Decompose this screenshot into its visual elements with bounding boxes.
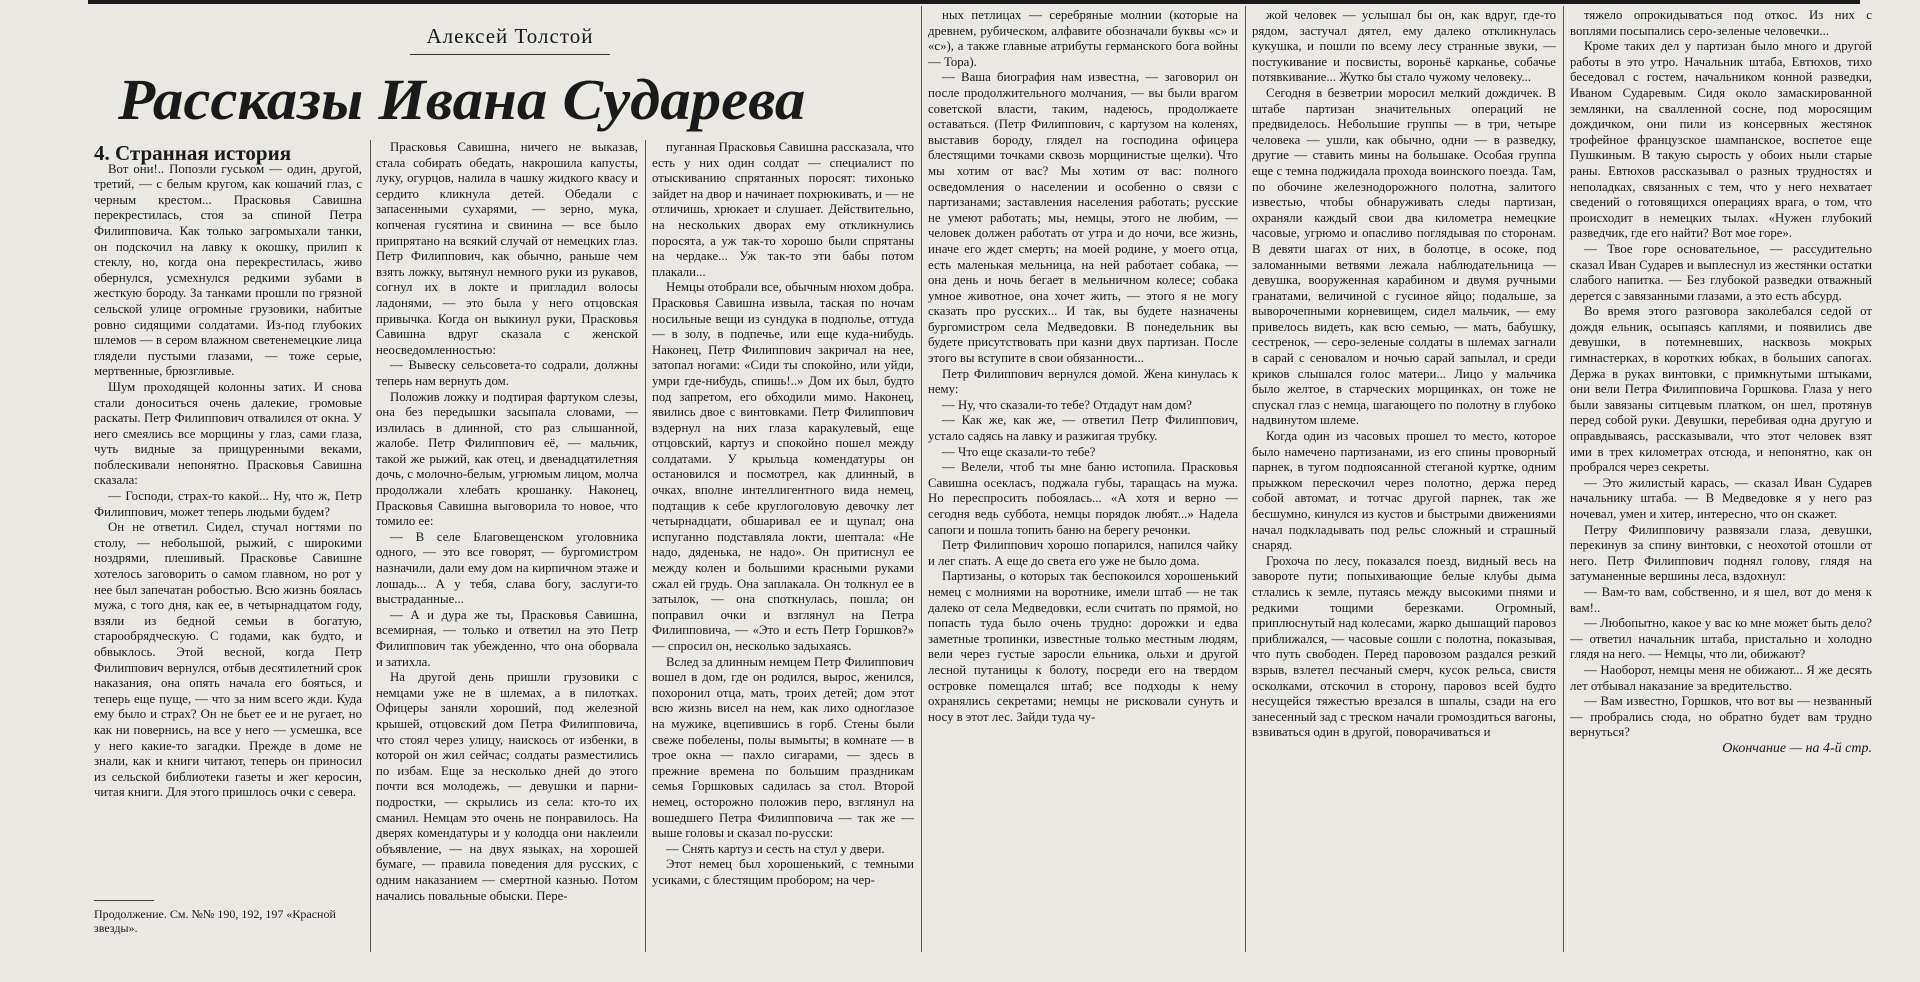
paragraph: — Как же, как же, — ответил Петр Филиппович, устало садясь на лавку и разжигая трубку. xyxy=(928,413,1238,444)
paragraph: Петр Филиппович хорошо попарился, напился чайку и лег спать. А еще до света его уже не было дома. xyxy=(928,538,1238,568)
author-name: Алексей Толстой xyxy=(426,24,594,48)
paragraph: — Ваша биография нам известна, — заговорил он после продолжительного молчания, — вы были врагом советской власти, таким, надеюсь, продолжаете оставаться. (Петр Филиппович, с картузом на коленях, выставив бороду, глядел на господина офицера блестящими точками сквозь морщинистые щелки). Что мы хотим от вас? Мы хотим от вас: полного осведомления о населении и особенно о связи с партизанами; заставления населения работать; русские не умеют работать; мы, немцы, этого не любим, — человек должен работать от утра и до ночи, все жизнь, иначе его ждет смерть; на моей родине, у моего отца, есть маленькая мельница, на ней работает собака, — она день и ночь бегает в мельничном колесе; собака умное животное, она хочет жить, — этого я не могу сказать про русских... И так, вы будете назначены бургомистром села Медведовки. В понедельник вы будете присутствовать при казни двух партизан. После этого вы вступите в свои обязанности... xyxy=(928,70,1238,366)
continuation-note: Окончание — на 4-й стр. xyxy=(1722,740,1872,756)
author-underline xyxy=(410,54,610,55)
paragraph: — Господи, страх-то какой... Ну, что ж, Петр Филиппович, может теперь людьми будем? xyxy=(94,489,362,519)
column-rule xyxy=(1563,6,1564,952)
paragraph: — А и дура же ты, Прасковья Савишна, всемирная, — только и ответил на это Петр Филиппович так убежденно, что она оборвала и затихла. xyxy=(376,607,638,669)
text-column-5 xyxy=(1252,8,1556,976)
paragraph: Партизаны, о которых так беспокоился хорошенький немец с молниями на воротнике, имели штаб — не так далеко от села Медведовки, если считать по прямой, но попасть туда было очень трудно: дорожки и едва заметные тропинки, известные только местным людям, вели через густые заросли ельника, ольхи и другой лесной путаницы к болоту, посреди его на твердом островке помещался штаб; все подходы к нему охранялись секретами; немцы не рисковали сунуть и носу в этот лес. Зайди туда чу- xyxy=(928,569,1238,724)
paragraph: Во время этого разговора заколебался седой от дождя ельник, осыпаясь каплями, и появились две девушки, в потемневших, насквозь мокрых гимнастерках, в коротких юбках, в больших сапогах. Держа в руках винтовки, с примкнутыми штыками, они вели Петра Филипповича Горшкова. Глаза у него были завязаны ситцевым платком, он шел, протянув перед собой руки. Девушки, перебивая одна другую и оправдываясь, рассказывали, что этот человек взят ими в трех километрах отсюда, и непонятно, как он пробрался через секреты. xyxy=(1570,304,1872,475)
paragraph: жой человек — услышал бы он, как вдруг, где-то рядом, застучал дятел, ему далеко откликнулась кукушка, и пошли по всему лесу странные звуки, — постукивание и посвисты, вороньё карканье, собачье потявкивание... Жутко бы стало чужому человеку... xyxy=(1252,8,1556,85)
paragraph: Этот немец был хорошенький, с темными усиками, с блестящим пробором; на чер- xyxy=(652,857,914,887)
paragraph: пуганная Прасковья Савишна рассказала, что есть у них один солдат — специалист по отыскиванию спрятанных поросят: тихонько зайдет на двор и начинает похрюкивать, и — не отличишь, хрюкает и слушает. Действительно, на нескольких дворах ему откликнулись поросята, а уж так-то хорошо были спрятаны на чердаке... Уж так-то эти бабы потом плакали... xyxy=(652,140,914,279)
paragraph: ных петлицах — серебряные молнии (которые на древнем, рубическом, алфавите обозначали буквы «с» и «с»), а также главные атрибуты германского бога войны — Тора). xyxy=(928,8,1238,69)
paragraph: Петр Филиппович вернулся домой. Жена кинулась к нему: xyxy=(928,366,1238,397)
paragraph: — Ну, что сказали-то тебе? Отдадут нам дом? xyxy=(942,397,1192,412)
column-rule xyxy=(370,140,371,952)
text-column-6 xyxy=(1570,8,1872,976)
text-column-4 xyxy=(928,8,1238,976)
paragraph: — В селе Благовещенском уголовника одного, — это все говорят, — бургомистром назначили, дали ему дом на кирпичном этаже и лошадь... А у тебя, слава богу, заслуги-то выстраданные... xyxy=(376,529,638,607)
paragraph: Вот они!.. Попозли гуськом — один, другой, третий, — с белым кругом, как кошачий глаз, с черным крестом... Прасковья Савишна перекрестилась, стоя за спиной Петра Филипповича. Как только загромыхали танки, он подскочил на лавку к окошку, прилип к стеклу, но, когда она перекрестилась, живо обернулся, усмехнулся редкими зубами в жесткую бороду. За танками прошли по грязной сельской улице огромные грузовики, набитые ровно сидящими солдатами. Из-под глубоких шлемов — в сером влажном светенемецкие лица глядели пустыми глазами, — тоже серые, мертвенные, брюзгливые. xyxy=(94,161,362,379)
column-rule xyxy=(921,6,922,952)
chapter-heading: 4. Странная история xyxy=(94,146,292,165)
article-title: Рассказы Ивана Сударева xyxy=(118,67,806,132)
paragraph: — Любопытно, какое у вас ко мне может быть дело? — ответил начальник штаба, пристально и холодно глядя на него. — Немцы, что ли, обижают? xyxy=(1570,616,1872,662)
paragraph: — Вам-то вам, собственно, и я шел, вот до меня к вам!.. xyxy=(1570,584,1872,615)
column-rule xyxy=(645,140,646,952)
paragraph: Петру Филипповичу развязали глаза, девушки, перекинув за спину винтовки, с неохотой отошли от него. Петр Филиппович поднял голову, глядя на затуманенные вершины леса, вздохнул: xyxy=(1570,522,1872,584)
paragraph: — Это жилистый карась, — сказал Иван Сударев начальнику штаба. — В Медведовке я у него раз ночевал, умен и хитер, интересно, что он скажет. xyxy=(1570,475,1872,521)
paragraph: тяжело опрокидываться под откос. Из них с воплями посыпались серо-зеленые человечки... xyxy=(1570,8,1872,38)
footnote-rule xyxy=(94,900,154,901)
text-column-3 xyxy=(652,140,914,978)
paragraph: Сегодня в безветрии моросил мелкий дождичек. В штабе партизан значительных операций не предвиделось. Небольшие группы — в три, четыре человека — ушли, как обычно, одни — в разведку, другие — ставить мины на большаке. Особая группа еще с темна поджидала прохода воинского поезда. Там, по обочине железнодорожного полотна, залитого известью, чтобы обнаруживать следы партизан, охраняли каждый свои два километра немецкие часовые, угрюмо и опасливо поглядывая по сторонам. В девяти шагах от них, в болотце, в осоке, под заломанными ветвями лежала наблюдательница — девушка, вооруженная карабином и двумя ручными гранатами, величиной с гусиное яйцо; подальше, за выворочепными корневищем, сидел мальчик, — ему привелось видеть, как всю семью, — мать, бабушку, сестренок, — серо-зеленые солдаты в шлемах загнали в сарай с сеновалом и ночью сарай запылал, и среди криков слышался голос матери... Лицо у мальчика было желтое, в старческих морщинках, он тоже не спускал глаз с немца, шагающего по полотну в глубоко надвинутом шлеме. xyxy=(1252,85,1556,428)
paragraph: — Вывеску сельсовета-то содрали, должны теперь нам вернуть дом. xyxy=(376,358,638,388)
paragraph: — Наоборот, немцы меня не обижают... Я же десять лет отбывал наказание за вредительство. xyxy=(1570,662,1872,693)
footnote: Продолжение. См. №№ 190, 192, 197 «Красной звезды». xyxy=(94,907,336,935)
paragraph: Шум проходящей колонны затих. И снова стали доноситься очень далекие, громовые раскаты. Петр Филиппович отвалился от окна. У него смеялись все морщины у глаз, сами глаза, чуть видные за прищуренными веками, поблескивали непонятно. Прасковья Савишна сказала: xyxy=(94,379,362,488)
text-column-1 xyxy=(94,146,362,971)
paragraph: — Твое горе основательное, — рассудительно сказал Иван Сударев и выплеснул из жестянки остатки слабого напитка. — Без глубокой разведки отважный дерется с завязанными глазами, а это есть абсурд. xyxy=(1570,241,1872,303)
paragraph: — Вам известно, Горшков, что вот вы — незванный — пробрались сюда, но обратно будет вам трудно вернуться? xyxy=(1570,694,1872,740)
paragraph: — Снять картуз и сесть на стул у двери. xyxy=(666,841,885,856)
paragraph: Положив ложку и подтирая фартуком слезы, она без передышки засыпала словами, — излилась в длинной, сто раз слышанной, жалобе. Петр Филиппович её, — мальчик, такой же рыжий, как отец, и двенадцатилетняя дочь, с молочно-белым, угрюмым лицом, молча продолжали хлебать крошанку. Наконец, Прасковья Савишна выговорила то новое, что томило ее: xyxy=(376,389,638,529)
paragraph: Грохоча по лесу, показался поезд, видный весь на завороте пути; попыхивающие белые клубы дыма стлались к земле, путаясь между высокими пнями и редкими тощими березками. Огромный, приплюснутый над колесами, жарко дышащий паровоз приближался, — часовые сошли с полотна, показывая, что путь свободен. Перед паровозом раздался резкий взрыв, взлетел песчаный смерч, кусок рельса, свистя осколками, отскочил в сторону, паровоз всей будто несущейся тяжестью врезался в шпалы, сзади на его занесенный зад с треском начали громоздиться вагоны, взвиваться один в другой, поворачиваться и xyxy=(1252,553,1556,740)
paragraph: Он не ответил. Сидел, стучал ногтями по столу, — небольшой, рыжий, с широкими ноздрями, плешивый. Прасковье Савишне хотелось заговорить о самом главном, но рот у нее был запечатан робостью. Всю жизнь боялась мужа, с того дня, как ее, в четырнадцатом году, взяли из бедной семьи в богатую, старообрядческую. С годами, как будто, и обвыклось. Этой весной, когда Петр Филиппович вернулся, отбыв десятилетний срок наказания, она опять начала его бояться, и теперь еще пуще, — что за ним всего жди. Куда ему было и страх? Он не бьет ее и не ругает, но как ни повернись, на все у него — усмешка, все у него какие-то загадки. Прежде в доме не знали, как и книги читают, теперь он приносил из сельской библиотеки газеты и жег керосин, читая книги. Для этого пришлось очки с севера. xyxy=(94,520,362,800)
paragraph: На другой день пришли грузовики с немцами уже не в шлемах, а в пилотках. Офицеры заняли хороший, под железной крышей, отцовский дом Петра Филипповича, что стоял через улицу, наискось от избенки, в которой он жил сейчас; солдаты разместились по избам. Еще за несколько дней до этого почти вся молодежь, — девушки и парни-подростки, — скрылись из села: кто-то их сманил. Немцам это очень не понравилось. На дверях комендатуры и у колодца они наклеили объявление, — на двух языках, на хорошей бумаге, — правила поведения для русских, с одним наказанием — смертной казнью. Потом начались повальные обыски. Пере- xyxy=(376,670,638,903)
text-column-2 xyxy=(376,140,638,978)
paragraph: Вслед за длинным немцем Петр Филиппович вошел в дом, где он родился, вырос, женился, похоронил отца, мать, троих детей; дом этот всю жизнь висел на нем, как лихо одноглазое на мужике, вцепившись в горб. Стены были свеже побелены, полы вымыты; в комнате — в трое окна — пахло сигарами, — здесь в прежние времена по большим праздникам семья Горшковых садилась за стол. Второй немец, осторожно положив перо, взглянул на вошедшего Петра Филипповича — так же — выше головы и сказал по-русски: xyxy=(652,654,914,841)
column-rule xyxy=(1245,6,1246,952)
footnote-box xyxy=(94,894,362,935)
paragraph: — Велели, чтоб ты мне баню истопила. Прасковья Савишна осекласъ, поджала губы, таращась на мужа. Но переспросить побоялась... «А хотя и верно — сегодня ведь суббота, немцы порядок любят...» Надела сапоги и пошла топить баню на берегу речонки. xyxy=(928,460,1238,537)
paragraph: — Что еще сказали-то тебе? xyxy=(942,444,1096,459)
top-rule xyxy=(88,0,1860,4)
paragraph: Немцы отобрали все, обычным нюхом добра. Прасковья Савишна извыла, таская по ночам носильные вещи из сундука в подполье, оттуда — в золу, в подпечье, или еще куда-нибудь. Наконец, Петр Филиппович закричал на нее, затопал ногами: «Сиди ты спокойно, или уйди, умри где-нибудь, спишь!..» Дом их был, будто под запретом, его обходили мимо. Наконец, явились двое с винтовками. Петр Филиппович вздернул на них глаза каракулевый, еще отцовский, картуз и спокойно пошел между солдатами. У крыльца комендатуры он остановился и посмотрел, как длинный, в очках, вполне интеллигентного вида немец, подтащив к себе круглоголовую девочку лет четырнадцати, обшаривал ее и щупал; она испуганно подставляла локти, шептала: «Не надо, дяденька, не надо». Он притиснул ее между колен и большими красными руками сжал ей грудь. Она заплакала. Он толкнул ее в затылок, — она споткнулась, пошла; он поправил очки и взглянул на Петра Филипповича, — «Это и есть Петр Горшков?» — спросил он, несколько задыхаясь. xyxy=(652,280,914,653)
paragraph: Кроме таких дел у партизан было много и другой работы в это утро. Начальник штаба, Евтюхов, тихо беседовал с гостем, начальником конной разведки, Иваном Сударевым. Сидя около замаскированной землянки, на свалленной сосне, под моросящим дождичком, они пили из консервных жестянок трофейное французское шампанское, воспетое еще Пушкиным. В такую сырость у обоих ныли старые раны. Евтюхов рассказывал о разных трудностях и неполадках, связанных с тем, что у него нехватает сведений о готовящихся операциях врага, о том, что происходит в немецких тылах. «Нужен глубокий разведчик, где его найти? Вот мое горе». xyxy=(1570,39,1872,241)
paragraph: Когда один из часовых прошел то место, которое было намечено партизанами, из его спины проворный парнек, в тугом подпоясанной стеганой куртке, одним прыжком перескочил через полотно, держа перед собой автомат, и тотчас другой парнек, так же бесшумно, кинулся из кустов и быстрыми движениями начал подкладывать под рельс сложный и страшный снаряд. xyxy=(1252,429,1556,553)
paragraph: Прасковья Савишна, ничего не выказав, стала собирать обедать, накрошила капусты, луку, огурцов, налила в чашку жидкого квасу и сердито кликнула детей. Обедали с запасенными сухарями, — зерно, мука, копченая гусятина и свинина — все было припрятано на всякий случай от немецких глаз. Петр Филиппович, как обычно, раньше чем взять ложку, вытянул немного руки из рукавов, согнул их в локте и пригладил волосы ладонями, — это была у него отцовская привычка. Когда он выкинул руки, Прасковья Савишна вдруг сказала с женской неосведомленностью: xyxy=(376,140,638,357)
